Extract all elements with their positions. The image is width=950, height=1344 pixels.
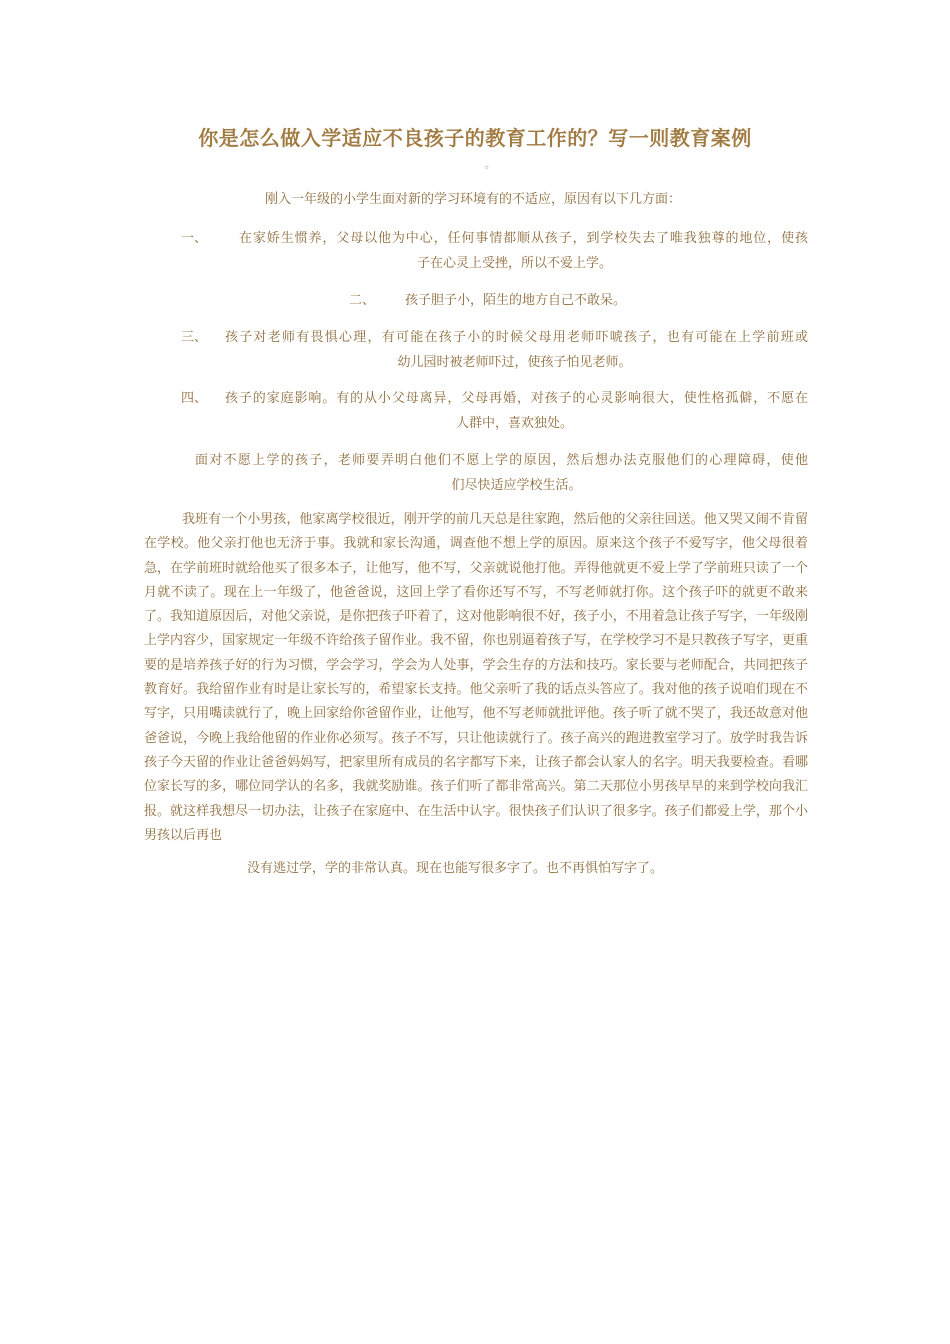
intro-paragraph: 刚入一年级的小学生面对新的学习环境有的不适应，原因有以下几方面： [265,192,682,207]
facing-text-line2: 们尽快适应学校生活。 [451,478,582,493]
document-title: 你是怎么做入学适应不良孩子的教育工作的？写一则教育案例 [198,126,752,150]
reason-text-line2: 幼儿园时被老师吓过，使孩子怕见老师。 [397,355,632,370]
case-story-paragraph: 我班有一个小男孩，他家离学校很近，刚开学的前几天总是往家跑，然后他的父亲往回送。他又哭又闹不肯留在学校。他父亲打他也无济于事。我就和家长沟通，调查他不想上学的原因。原来这个孩子不爱写字，他父母很着急，在学前班时就给他买了很多本子，让他写，他不写，父亲就说他打他。弄得他就更不爱上学了学前班只读了一个月就不读了。现在上一年级了，他爸爸说，这回上学了看你还写不写，不写老师就打你。这个孩子吓的就更不敢来了。我知道原因后，对他父亲说，是你把孩子吓着了，这对他影响很不好，孩子小，不用着急让孩子写字，一年级刚上学内容少，国家规定一年级不许给孩子留作业。我不留，你也别逼着孩子写，在学校学习不是只教孩子写字，更重要的是培养孩子好的行为习惯，学会学习，学会为人处事，学会生存的方法和技巧。家长要与老师配合，共同把孩子教育好。我给留作业有时是让家长写的，希望家长支持。他父亲听了我的话点头答应了。我对他的孩子说咱们现在不写字，只用嘴读就行了，晚上回家给你爸留作业，让他写，他不写老师就批评他。孩子听了就不哭了，我还故意对他爸爸说，今晚上我给他留的作业你必须写。孩子不写，只让他读就行了。孩子高兴的跑进教室学习了。放学时我告诉孩子今天留的作业让爸爸妈妈写，把家里所有成员的名字都写下来，让孩子都会认家人的名字。明天我要检查。看哪位家长写的多，哪位同学认的名多，我就奖励谁。孩子们听了都非常高兴。第二天那位小男孩早早的来到学校向我汇报。就这样我想尽一切办法，让孩子在家庭中、在生活中认字。很快孩子们认识了很多字。孩子们都爱上学，那个小男孩以后再也 [144,512,808,843]
reason-number: 四、 [181,391,208,406]
reason-number: 三、 [181,330,208,345]
reason-item-3 [181,325,808,375]
reason-text-line2: 人群中，喜欢独处。 [455,416,573,431]
facing-text-line1: 面对不愿上学的孩子，老师要弄明白他们不愿上学的原因，然后想办法克服他们的心理障碍，使他 [195,453,808,468]
reason-text-line1: 在家娇生惯养，父母以他为中心，任何事情都顺从孩子，到学校失去了唯我独尊的地位，使孩 [239,231,808,246]
reason-text-line1: 孩子对老师有畏惧心理，有可能在孩子小的时候父母用老师吓唬孩子，也有可能在上学前班或 [225,330,808,345]
reason-text-line1: 孩子的家庭影响。有的从小父母离异，父母再婚，对孩子的心灵影响很大，使性格孤僻，不愿在 [225,391,808,406]
facing-paragraph [195,448,808,498]
reason-item-1 [181,226,808,276]
reason-number: 二、 [349,293,376,308]
case-story-last-line: 没有逃过学，学的非常认真。现在也能写很多字了。也不再惧怕写字了。 [247,861,664,876]
reason-text-line2: 子在心灵上受挫，所以不爱上学。 [416,256,612,271]
reason-item-2 [349,289,626,308]
reason-text-line1: 孩子胆子小，陌生的地方自己不敢呆。 [405,293,627,308]
title-period: 。 [485,160,495,171]
reason-item-4 [181,386,808,436]
reason-number: 一、 [181,231,208,246]
